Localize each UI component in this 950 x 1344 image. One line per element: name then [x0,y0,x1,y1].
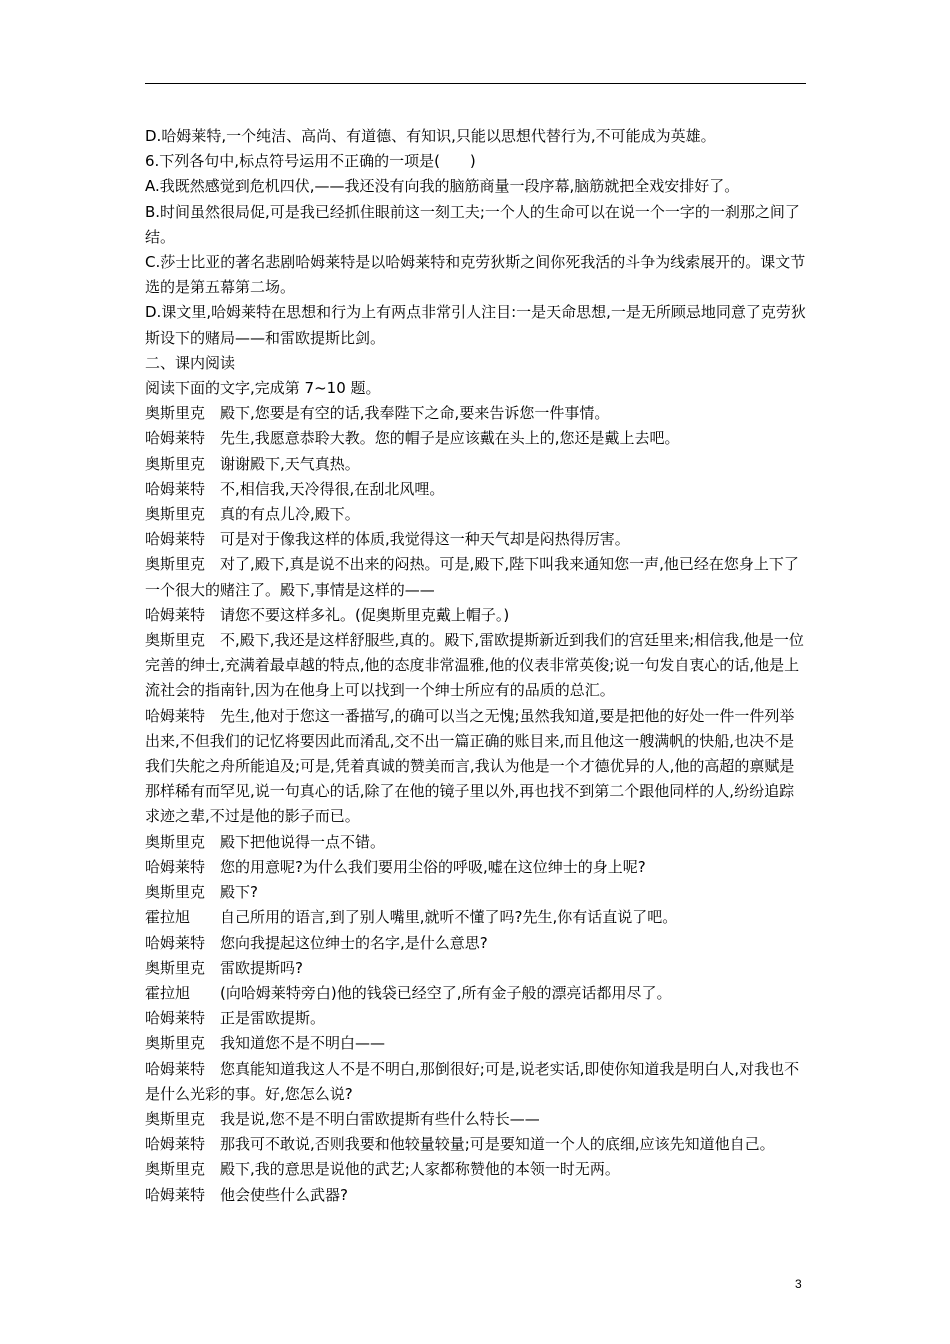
line-text: 真的有点儿冷,殿下。 [220,505,360,524]
speaker: 奥斯里克 [145,505,221,524]
speaker: 哈姆莱特 [145,1059,221,1078]
line-text: 您的用意呢?为什么我们要用尘俗的呼吸,嘘在这位绅士的身上呢? [220,857,646,876]
speaker: 奥斯里克 [145,1160,221,1179]
speaker: 奥斯里克 [145,631,221,650]
speaker: 哈姆莱特 [145,605,221,624]
line-text: 对了,殿下,真是说不出来的闷热。可是,殿下,陛下叫我来通知您一声,他已经在您身上下了一个很大的赌注了。殿下,事情是这样的—— [145,555,799,599]
dialogue-line [145,477,809,502]
question-6-option-d: D.课文里,哈姆莱特在思想和行为上有两点非常引人注目:一是天命思想,一是无所顾忌地同意了克劳狄斯设下的赌局——和雷欧提斯比剑。 [145,303,806,347]
dialogue [145,401,809,1208]
dialogue-line [145,452,809,477]
dialogue-line [145,931,809,956]
line-text: 殿下把他说得一点不错。 [220,832,386,851]
dialogue-line [145,855,809,880]
dialogue-line [145,1107,809,1132]
line-text: 自己所用的语言,到了别人嘴里,就听不懂了吗?先生,你有话直说了吧。 [220,908,678,927]
line-text: (向哈姆莱特旁白)他的钱袋已经空了,所有金子般的漂亮话都用尽了。 [220,983,672,1002]
speaker: 霍拉旭 [145,983,221,1002]
line-text: 可是对于像我这样的体质,我觉得这一种天气却是闷热得厉害。 [220,530,630,549]
line-text: 殿下,您要是有空的话,我奉陛下之命,要来告诉您一件事情。 [220,404,610,423]
dialogue-line [145,502,809,527]
speaker: 哈姆莱特 [145,429,221,448]
line-text: 请您不要这样多礼。(促奥斯里克戴上帽子。) [220,605,510,624]
speaker: 哈姆莱特 [145,1135,221,1154]
speaker: 哈姆莱特 [145,706,221,725]
dialogue-line [145,1157,809,1182]
speaker: 哈姆莱特 [145,479,221,498]
header-rule [145,83,806,84]
line-text: 正是雷欧提斯。 [220,1009,326,1028]
line-text: 我知道您不是不明白—— [220,1034,386,1053]
speaker: 哈姆莱特 [145,1185,221,1204]
line-text: 不,相信我,天冷得很,在刮北风哩。 [220,479,445,498]
speaker: 奥斯里克 [145,404,221,423]
line-text: 您向我提起这位绅士的名字,是什么意思? [220,933,488,952]
line-text: 那我可不敢说,否则我要和他较量较量;可是要知道一个人的底细,应该先知道他自己。 [220,1135,775,1154]
dialogue-line [145,880,809,905]
line-text: 谢谢殿下,天气真热。 [220,454,360,473]
question-6-option-a: A.我既然感觉到危机四伏,——我还没有向我的脑筋商量一段序幕,脑筋就把全戏安排好了。 [145,177,740,196]
speaker: 哈姆莱特 [145,530,221,549]
dialogue-line [145,905,809,930]
dialogue-line [145,956,809,981]
speaker: 奥斯里克 [145,1034,221,1053]
line-text: 先生,我愿意恭聆大教。您的帽子是应该戴在头上的,您还是戴上去吧。 [220,429,680,448]
dialogue-line [145,527,809,552]
speaker: 哈姆莱特 [145,933,221,952]
dialogue-line [145,1057,809,1107]
speaker: 奥斯里克 [145,832,221,851]
speaker: 哈姆莱特 [145,1009,221,1028]
line-text: 不,殿下,我还是这样舒服些,真的。殿下,雷欧提斯新近到我们的宫廷里来;相信我,他是一位完善的绅士,充满着最卓越的特点,他的态度非常温雅,他的仪表非常英俊;说一句发自衷心的话,他是上流社会的指南针,因为在他身上可以找到一个绅士所应有的品质的总汇。 [145,631,804,700]
speaker: 霍拉旭 [145,908,221,927]
line-text: 您真能知道我这人不是不明白,那倒很好;可是,说老实话,即使你知道我是明白人,对我也不是什么光彩的事。好,您怎么说? [145,1059,800,1103]
page-number: 3 [795,1277,802,1291]
speaker: 奥斯里克 [145,958,221,977]
reading-instruction: 阅读下面的文字,完成第 7~10 题。 [145,379,381,398]
line-text: 殿下,我的意思是说他的武艺;人家都称赞他的本领一时无两。 [220,1160,620,1179]
line-text: 我是说,您不是不明白雷欧提斯有些什么特长—— [220,1109,540,1128]
dialogue-line [145,401,809,426]
speaker: 奥斯里克 [145,883,221,902]
question-6-option-c: C.莎士比亚的著名悲剧哈姆莱特是以哈姆莱特和克劳狄斯之间你死我活的斗争为线索展开的。课文节选的是第五幕第二场。 [145,253,806,297]
speaker: 奥斯里克 [145,555,221,574]
dialogue-line [145,628,809,704]
dialogue-line [145,981,809,1006]
dialogue-line [145,704,809,830]
question-6-stem: 6.下列各句中,标点符号运用不正确的一项是( ) [145,152,476,171]
page-content [145,124,809,1208]
line-text: 雷欧提斯吗? [220,958,303,977]
dialogue-line [145,1031,809,1056]
section-heading: 二、课内阅读 [145,353,236,372]
question-6-option-b: B.时间虽然很局促,可是我已经抓住眼前这一刻工夫;一个人的生命可以在说一个一字的一刹那之间了结。 [145,202,800,246]
dialogue-line [145,1132,809,1157]
dialogue-line [145,1183,809,1208]
speaker: 哈姆莱特 [145,857,221,876]
line-text: 他会使些什么武器? [220,1185,348,1204]
speaker: 奥斯里克 [145,454,221,473]
speaker: 奥斯里克 [145,1109,221,1128]
dialogue-line [145,426,809,451]
dialogue-line [145,1006,809,1031]
line-text: 先生,他对于您这一番描写,的确可以当之无愧;虽然我知道,要是把他的好处一件一件列举出来,不但我们的记忆将要因此而淆乱,交不出一篇正确的账目来,而且他这一艘满帆的快船,也决不是我们失舵之舟所能追及;可是,凭着真诚的赞美而言,我认为他是一个才德优异的人,他的高超的禀赋是那样稀有而罕见,说一句真心的话,除了在他的镜子里以外,再也找不到第二个跟他同样的人,纷纷追踪求迹之辈,不过是他的影子而已。 [145,706,795,826]
dialogue-line [145,603,809,628]
option-d-prev: D.哈姆莱特,一个纯洁、高尚、有道德、有知识,只能以思想代替行为,不可能成为英雄。 [145,127,716,145]
dialogue-line [145,552,809,602]
dialogue-line [145,830,809,855]
line-text: 殿下? [220,883,258,902]
